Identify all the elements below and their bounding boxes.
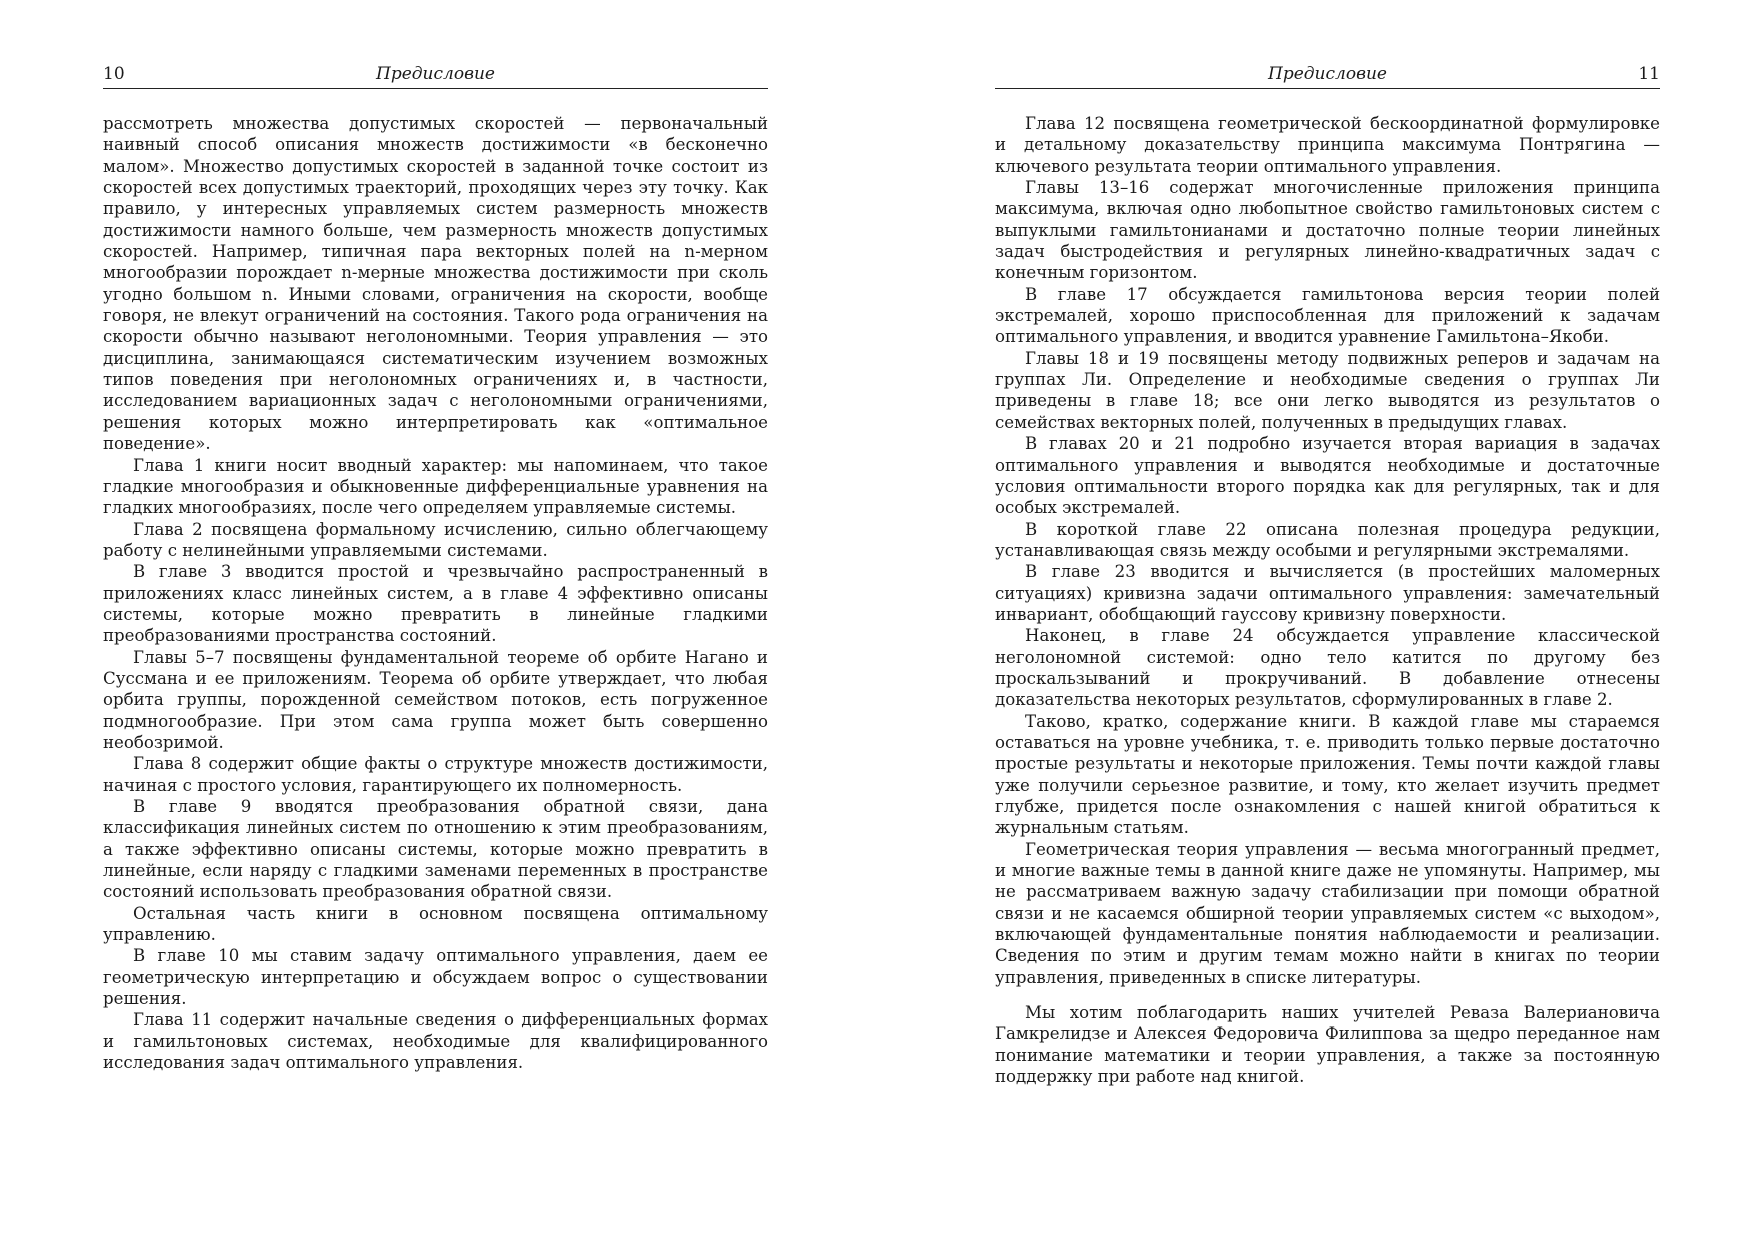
paragraph: Геометрическая теория управления — весьма многогранный предмет, и многие важные темы в данной книге даже не упомянуты. Например, мы не рассматриваем важную задачу стабилизации при помощи обратной связи и не касаемся обширной теории управляемых систем «с выходом», включающей фундаментальные понятия наблюдаемости и реализации. Сведения по этим и другим темам можно найти в книгах по теории управления, приведенных в списке литературы. xyxy=(995,839,1660,987)
paragraph: Мы хотим поблагодарить наших учителей Реваза Валериановича Гамкрелидзе и Алексея Федоровича Филиппова за щедро переданное нам понимание математики и теории управления, а также за постоянную поддержку при работе над книгой. xyxy=(995,1003,1660,1087)
paragraph: Наконец, в главе 24 обсуждается управление классической неголономной системой: одно тело катится по другому без проскальзываний и прокручиваний. В добавление отнесены доказательства некоторых результатов, сформулированных в главе 2. xyxy=(995,626,1660,710)
left-running-title: Предисловие xyxy=(376,64,495,84)
left-running-head xyxy=(103,64,768,89)
paragraph: Главы 18 и 19 посвящены методу подвижных реперов и задачам на группах Ли. Определение и необходимые сведения о группах Ли приведены в главе 18; все они легко выводятся из результатов о семействах векторных полей, полученных в предыдущих главах. xyxy=(995,348,1660,432)
paragraph: Глава 1 книги носит вводный характер: мы напоминаем, что такое гладкие многообразия и обыкновенные дифференциальные уравнения на гладких многообразиях, после чего определяем управляемые системы. xyxy=(103,455,768,518)
left-page-number: 10 xyxy=(103,64,125,84)
paragraph: Глава 11 содержит начальные сведения о дифференциальных формах и гамильтоновых системах, необходимые для квалифицированного исследования задач оптимального управления. xyxy=(103,1010,768,1073)
paragraph: В главах 20 и 21 подробно изучается вторая вариация в задачах оптимального управления и выводятся необходимые и достаточные условия оптимальности второго порядка как для регулярных, так и для особых экстремалей. xyxy=(995,434,1660,518)
paragraph: рассмотреть множества допустимых скоростей — первоначальный наивный способ описания множеств достижимости «в бесконечно малом». Множество допустимых скоростей в заданной точке состоит из скоростей всех допустимых траекторий, проходящих через эту точку. Как правило, у интересных управляемых систем размерность множеств достижимости намного больше, чем размерность множеств допустимых скоростей. Например, типичная пара векторных полей на n-мерном многообразии порождает n-мерные множества достижимости при сколь угодно большом n. Иными словами, ограничения на скорости, вообще говоря, не влекут ограничений на состояния. Такого рода ограничения на скорости обычно называют неголономными. Теория управления — это дисциплина, занимающаяся систематическим изучением возможных типов поведения при неголономных ограничениях и, в частности, исследованием вариационных задач с неголономными ограничениями, решения которых можно интерпретировать как «оптимальное поведение». xyxy=(103,114,768,454)
paragraph: Главы 13–16 содержат многочисленные приложения принципа максимума, включая одно любопытное свойство гамильтоновых систем с выпуклыми гамильтонианами и достаточно полные теории линейных задач быстродействия и регулярных линейно-квадратичных задач с конечным горизонтом. xyxy=(995,178,1660,283)
left-body-text xyxy=(103,113,768,1073)
paragraph: В главе 17 обсуждается гамильтонова версия теории полей экстремалей, хорошо приспособленная для приложений к задачам оптимального управления, и вводится уравнение Гамильтона–Якоби. xyxy=(995,284,1660,347)
paragraph: В главе 9 вводятся преобразования обратной связи, дана классификация линейных систем по отношению к этим преобразованиям, а также эффективно описаны системы, которые можно превратить в линейные, если наряду с гладкими заменами переменных в пространстве состояний использовать преобразования обратной связи. xyxy=(103,797,768,902)
paragraph: В главе 10 мы ставим задачу оптимального управления, даем ее геометрическую интерпретацию и обсуждаем вопрос о существовании решения. xyxy=(103,946,768,1009)
paragraph: В короткой главе 22 описана полезная процедура редукции, устанавливающая связь между особыми и регулярными экстремалями. xyxy=(995,519,1660,560)
paragraph: Глава 12 посвящена геометрической бескоординатной формулировке и детальному доказательству принципа максимума Понтрягина — ключевого результата теории оптимального управления. xyxy=(995,114,1660,176)
right-running-head xyxy=(995,64,1660,89)
paragraph: В главе 3 вводится простой и чрезвычайно распространенный в приложениях класс линейных систем, а в главе 4 эффективно описаны системы, которые можно превратить в линейные гладкими преобразованиями пространства состояний. xyxy=(103,562,768,646)
right-body-text xyxy=(995,113,1660,1087)
paragraph: Глава 2 посвящена формальному исчислению, сильно облегчающему работу с нелинейными управляемыми системами. xyxy=(103,519,768,560)
right-page-number: 11 xyxy=(1638,64,1660,84)
right-running-title: Предисловие xyxy=(1268,64,1387,84)
paragraph: Глава 8 содержит общие факты о структуре множеств достижимости, начиная с простого условия, гарантирующего их полномерность. xyxy=(103,754,768,795)
paragraph: Остальная часть книги в основном посвящена оптимальному управлению. xyxy=(103,903,768,945)
paragraph: В главе 23 вводится и вычисляется (в простейших маломерных ситуациях) кривизна задачи оптимального управления: замечательный инвариант, обобщающий гауссову кривизну поверхности. xyxy=(995,562,1660,624)
paragraph: Главы 5–7 посвящены фундаментальной теореме об орбите Нагано и Суссмана и ее приложениям. Теорема об орбите утверждает, что любая орбита группы, порожденной семейством потоков, есть погруженное подмногообразие. При этом сама группа может быть совершенно необозримой. xyxy=(103,647,768,752)
paragraph: Таково, кратко, содержание книги. В каждой главе мы стараемся оставаться на уровне учебника, т. е. приводить только первые достаточно простые результаты и некоторые приложения. Темы почти каждой главы уже получили серьезное развитие, и тому, кто желает изучить предмет глубже, придется после ознакомления с нашей книгой обратиться к журнальным статьям. xyxy=(995,711,1660,838)
